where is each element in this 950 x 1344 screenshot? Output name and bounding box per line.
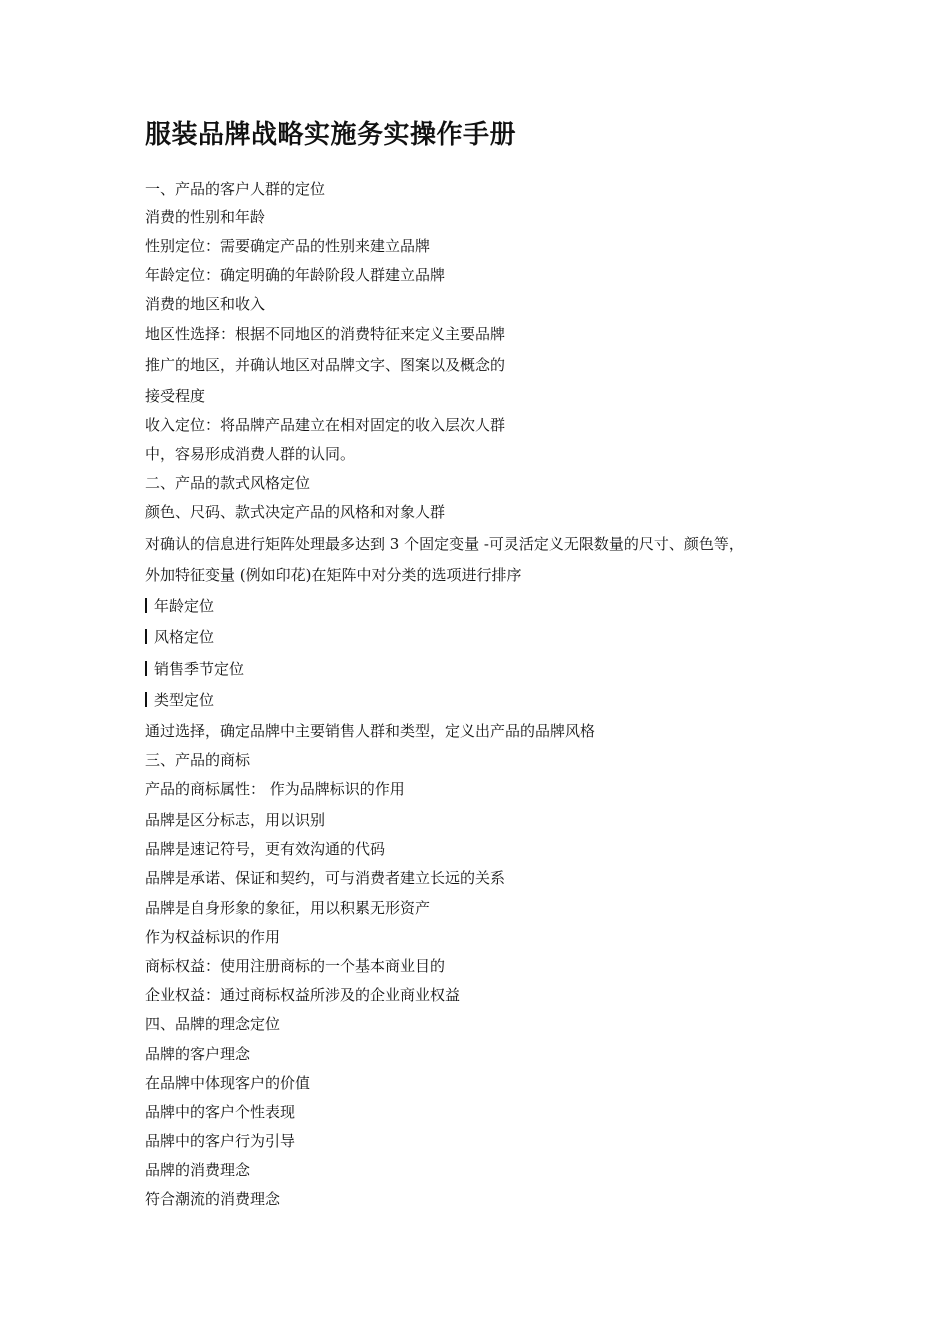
text-line: 商标权益：使用注册商标的一个基本商业目的	[145, 957, 446, 975]
bullet-item-text: 风格定位	[154, 628, 215, 646]
section-heading-4: 四、品牌的理念定位	[145, 1015, 281, 1033]
text-line: 品牌是速记符号，更有效沟通的代码	[145, 840, 386, 858]
text-line: 年龄定位：确定明确的年龄阶段人群建立品牌	[145, 266, 446, 284]
text-line: 产品的商标属性： 作为品牌标识的作用	[145, 780, 405, 798]
text-line: 接受程度	[145, 387, 206, 405]
bullet-bar-icon	[145, 629, 147, 644]
text-line: 品牌的消费理念	[145, 1161, 251, 1179]
text-line: 品牌中的客户个性表现	[145, 1103, 296, 1121]
section-heading-3: 三、产品的商标	[145, 751, 251, 769]
text-line: 品牌是自身形象的象征，用以积累无形资产	[145, 899, 431, 917]
text-line: 外加特征变量 (例如印花)在矩阵中对分类的选项进行排序	[145, 566, 522, 584]
text-line: 对确认的信息进行矩阵处理最多达到 3 个固定变量 -可灵活定义无限数量的尺寸、颜色等，	[145, 535, 744, 553]
bullet-bar-icon	[145, 661, 147, 676]
bullet-item-text: 销售季节定位	[154, 660, 245, 678]
text-line: 中，容易形成消费人群的认同。	[145, 445, 356, 463]
bullet-item	[145, 690, 214, 710]
bullet-item	[145, 627, 214, 647]
bullet-item	[145, 659, 244, 679]
text-line: 作为权益标识的作用	[145, 928, 281, 946]
bullet-item-text: 类型定位	[154, 691, 215, 709]
bullet-item-text: 年龄定位	[154, 597, 215, 615]
text-line: 颜色、尺码、款式决定产品的风格和对象人群	[145, 503, 446, 521]
text-line: 企业权益：通过商标权益所涉及的企业商业权益	[145, 986, 461, 1004]
text-line: 地区性选择：根据不同地区的消费特征来定义主要品牌	[145, 325, 506, 343]
text-line: 品牌的客户理念	[145, 1045, 251, 1063]
bullet-bar-icon	[145, 692, 147, 707]
text-line: 消费的性别和年龄	[145, 208, 266, 226]
bullet-item	[145, 596, 214, 616]
section-heading-1: 一、产品的客户人群的定位	[145, 180, 326, 198]
text-line: 消费的地区和收入	[145, 295, 266, 313]
text-line: 性别定位：需要确定产品的性别来建立品牌	[145, 237, 431, 255]
text-line: 品牌中的客户行为引导	[145, 1132, 296, 1150]
section-heading-2: 二、产品的款式风格定位	[145, 474, 311, 492]
text-line: 符合潮流的消费理念	[145, 1190, 281, 1208]
text-line: 通过选择，确定品牌中主要销售人群和类型，定义出产品的品牌风格	[145, 722, 596, 740]
text-line: 品牌是区分标志，用以识别	[145, 811, 326, 829]
text-line: 品牌是承诺、保证和契约，可与消费者建立长远的关系	[145, 869, 506, 887]
text-line: 收入定位：将品牌产品建立在相对固定的收入层次人群	[145, 416, 506, 434]
document-title: 服装品牌战略实施务实操作手册	[145, 120, 517, 150]
bullet-bar-icon	[145, 598, 147, 613]
text-line: 在品牌中体现客户的价值	[145, 1074, 311, 1092]
text-line: 推广的地区，并确认地区对品牌文字、图案以及概念的	[145, 356, 506, 374]
